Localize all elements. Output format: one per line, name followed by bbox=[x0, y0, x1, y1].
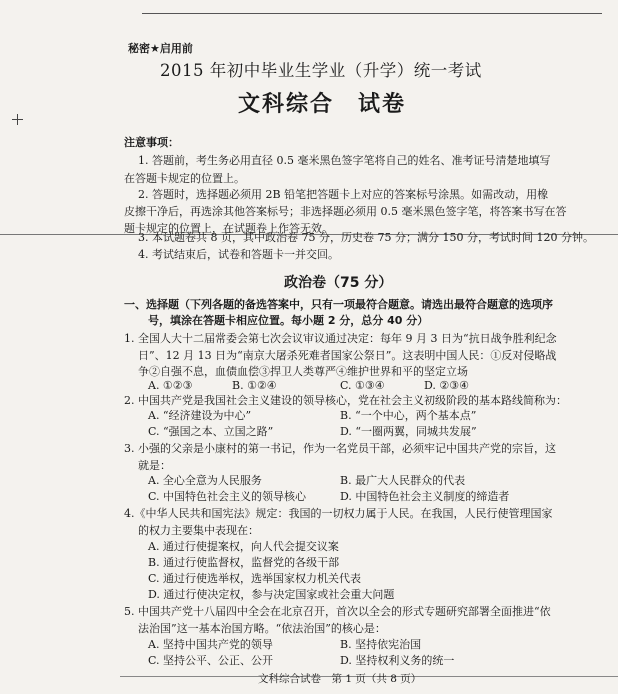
section-instruction: 一、选择题（下列各题的备选答案中，只有一项最符合题意。请选出最符合题意的选项序 bbox=[124, 298, 553, 311]
option-c: C. 坚持公平、公正、公开 bbox=[148, 654, 274, 667]
option-b: B. ①②④ bbox=[232, 379, 277, 392]
notice-line: 2. 答题时，选择题必须用 2B 铅笔把答题卡上对应的答案标号涂黑。如需改动，用橡 bbox=[138, 188, 549, 201]
option-d: D. 通过行使决定权，参与决定国家或社会重大问题 bbox=[148, 588, 395, 601]
question-text: 的权力主要集中表现在： bbox=[138, 524, 259, 537]
section-instruction: 号，填涂在答题卡相应位置。每小题 2 分，总分 40 分） bbox=[148, 314, 429, 327]
secret-mark: 秘密★启用前 bbox=[128, 42, 193, 55]
option-a: A. 全心全意为人民服务 bbox=[148, 474, 262, 487]
option-a: A. ①②③ bbox=[148, 379, 193, 392]
question-text: 3. 小强的父亲是小康村的第一书记，作为一名党员干部，必须牢记中国共产党的宗旨，这 bbox=[124, 442, 556, 455]
option-a: A. “经济建设为中心” bbox=[148, 409, 252, 422]
notice-line: 4. 考试结束后，试卷和答题卡一并交回。 bbox=[138, 248, 339, 261]
question-text: 法治国”这一基本治国方略。“依法治国”的核心是： bbox=[138, 622, 386, 635]
option-b: B. 通过行使监督权，监督党的各级干部 bbox=[148, 556, 340, 569]
question-text: 5. 中国共产党十八届四中全会在北京召开，首次以全会的形式专题研究部署全面推进“依 bbox=[124, 605, 551, 618]
section-title: 政治卷（75 分） bbox=[284, 275, 393, 291]
question-text: 就是： bbox=[138, 459, 171, 472]
question-text: 2. 中国共产党是我国社会主义建设的领导核心，党在社会主义初级阶段的基本路线简称为： bbox=[124, 394, 567, 407]
notice-line: 1. 答题前，考生务必用直径 0.5 毫米黑色签字笔将自己的姓名、准考证号清楚地填写 bbox=[138, 154, 551, 167]
option-d: D. ②③④ bbox=[424, 379, 470, 392]
option-c: C. 中国特色社会主义的领导核心 bbox=[148, 490, 307, 503]
subject-title: 文科综合 试卷 bbox=[238, 92, 407, 117]
top-rule bbox=[142, 13, 602, 14]
notice-line: 题卡规定的位置上，在试题卷上作答无效。 bbox=[124, 222, 333, 235]
exam-title: 2015 年初中毕业生学业（升学）统一考试 bbox=[160, 61, 482, 80]
notice-line: 在答题卡规定的位置上。 bbox=[124, 172, 245, 185]
option-b: B. 坚持依宪治国 bbox=[340, 638, 422, 651]
notice-heading: 注意事项： bbox=[124, 136, 179, 149]
notice-line: 皮擦干净后，再选涂其他答案标号；非选择题必须用 0.5 毫米黑色签字笔，将答案书写在答 bbox=[124, 205, 567, 218]
registration-mark-icon bbox=[12, 114, 23, 125]
option-c: C. 通过行使选举权，选举国家权力机关代表 bbox=[148, 572, 362, 585]
page-footer: 文科综合试卷 第 1 页（共 8 页） bbox=[258, 673, 422, 685]
option-b: B. 最广大人民群众的代表 bbox=[340, 474, 466, 487]
option-d: D. “一圈两翼，同城共发展” bbox=[340, 425, 477, 438]
option-d: D. 中国特色社会主义制度的缔造者 bbox=[340, 490, 510, 503]
option-b: B. “一个中心，两个基本点” bbox=[340, 409, 477, 422]
option-c: C. “强国之本、立国之路” bbox=[148, 425, 274, 438]
option-c: C. ①③④ bbox=[340, 379, 385, 392]
question-text: 争②自强不息，血债血偿③捍卫人类尊严④维护世界和平的坚定立场 bbox=[138, 365, 468, 378]
option-a: A. 通过行使提案权，向人代会提交议案 bbox=[148, 540, 339, 553]
notice-line: 3. 本试题卷共 8 页，其中政治卷 75 分，历史卷 75 分；满分 150 分，考试时间 120 分钟。 bbox=[138, 231, 594, 244]
question-text: 日”、12 月 13 日为“南京大屠杀死难者国家公祭日”。这表明中国人民：①反对侵略战 bbox=[138, 349, 557, 362]
option-a: A. 坚持中国共产党的领导 bbox=[148, 638, 273, 651]
question-text: 1. 全国人大十二届常委会第七次会议审议通过决定：每年 9 月 3 日为“抗日战争胜利纪念 bbox=[124, 332, 557, 345]
question-text: 4.《中华人民共和国宪法》规定：我国的一切权力属于人民。在我国，人民行使管理国家 bbox=[124, 507, 553, 520]
option-d: D. 坚持权利义务的统一 bbox=[340, 654, 455, 667]
